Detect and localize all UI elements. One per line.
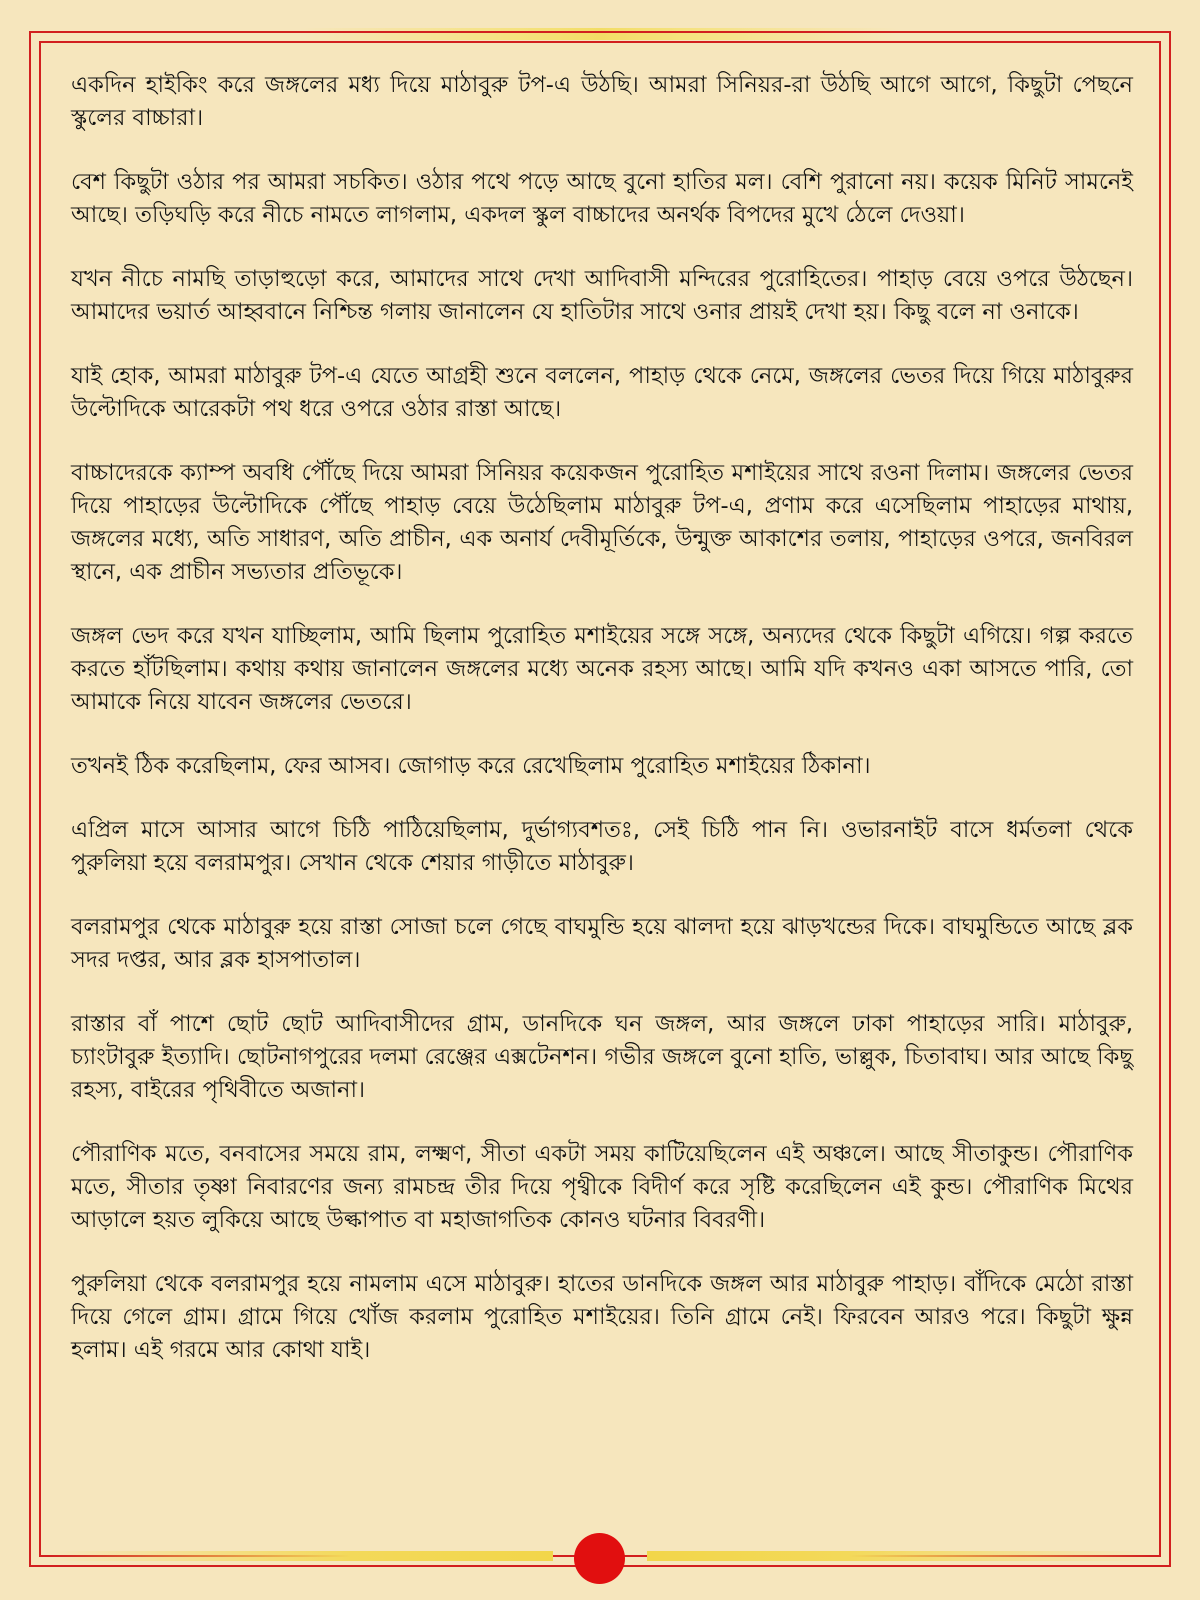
paragraph: একদিন হাইকিং করে জঙ্গলের মধ্য দিয়ে মাঠাবুরু টপ-এ উঠছি। আমরা সিনিয়র-রা উঠছি আগে আগে, কিছুটা পেছনে স্কুলের বাচ্চারা।	[71, 72, 1133, 131]
paragraph: এপ্রিল মাসে আসার আগে চিঠি পাঠিয়েছিলাম, দুর্ভাগ্যবশতঃ, সেই চিঠি পান নি। ওভারনাইট বাসে ধর্মতলা থেকে পুরুলিয়া হয়ে বলরামপুর। সেখান থেকে শেয়ার গাড়ীতে মাঠাবুরু।	[71, 817, 1133, 876]
bottom-left-gold-ornament	[48, 1551, 553, 1561]
paragraph: তখনই ঠিক করেছিলাম, ফের আসব। জোগাড় করে রেখেছিলাম পুরোহিত মশাইয়ের ঠিকানা।	[71, 753, 871, 779]
paragraph: যাই হোক, আমরা মাঠাবুরু টপ-এ যেতে আগ্রহী শুনে বললেন, পাহাড় থেকে নেমে, জঙ্গলের ভেতর দিয়ে গিয়ে মাঠাবুরুর উল্টোদিকে আরেকটা পথ ধরে ওপরে ওঠার রাস্তা আছে।	[71, 363, 1133, 422]
paragraph: রাস্তার বাঁ পাশে ছোট ছোট আদিবাসীদের গ্রাম, ডানদিকে ঘন জঙ্গল, আর জঙ্গলে ঢাকা পাহাড়ের সারি। মাঠাবুরু, চ্যাংটাবুরু ইত্যাদি। ছোটনাগপুরের দলমা রেঞ্জের এক্সটেনশন। গভীর জঙ্গলে বুনো হাতি, ভাল্লুক, চিতাবাঘ। আর আছে কিছু রহস্য, বাইরের পৃথিবীতে অজানা।	[71, 1011, 1133, 1103]
paragraph: বাচ্চাদেরকে ক্যাম্প অবধি পৌঁছে দিয়ে আমরা সিনিয়র কয়েকজন পুরোহিত মশাইয়ের সাথে রওনা দিলাম। জঙ্গলের ভেতর দিয়ে পাহাড়ের উল্টোদিকে পৌঁছে পাহাড় বেয়ে উঠেছিলাম মাঠাবুরু টপ-এ, প্রণাম করে এসেছিলাম পাহাড়ের মাথায়, জঙ্গলের মধ্যে, অতি সাধারণ, অতি প্রাচীন, এক অনার্য দেবীমূর্তিকে, উন্মুক্ত আকাশের তলায়, পাহাড়ের ওপরে, জনবিরল স্থানে, এক প্রাচীন সভ্যতার প্রতিভূকে।	[71, 460, 1133, 585]
paragraph: যখন নীচে নামছি তাড়াহুড়ো করে, আমাদের সাথে দেখা আদিবাসী মন্দিরের পুরোহিতের। পাহাড় বেয়ে ওপরে উঠছেন। আমাদের ভয়ার্ত আহ্ববানে নিশ্চিন্ত গলায় জানালেন যে হাতিটার সাথে ওনার প্রায়ই দেখা হয়। কিছু বলে না ওনাকে।	[71, 266, 1133, 325]
paragraph: পুরুলিয়া থেকে বলরামপুর হয়ে নামলাম এসে মাঠাবুরু। হাতের ডানদিকে জঙ্গল আর মাঠাবুরু পাহাড়। বাঁদিকে মেঠো রাস্তা দিয়ে গেলে গ্রাম। গ্রামে গিয়ে খোঁজ করলাম পুরোহিত মশাইয়ের। তিনি গ্রামে নেই। ফিরবেন আরও পরে। কিছুটা ক্ষুন্ন হলাম। এই গরমে আর কোথা যাই।	[71, 1271, 1133, 1363]
story-text	[71, 69, 1133, 1398]
bottom-right-gold-ornament	[647, 1551, 1152, 1561]
paragraph: বেশ কিছুটা ওঠার পর আমরা সচকিত। ওঠার পথে পড়ে আছে বুনো হাতির মল। বেশি পুরানো নয়। কয়েক মিনিট সামনেই আছে। তড়িঘড়ি করে নীচে নামতে লাগলাম, একদল স্কুল বাচ্চাদের অনর্থক বিপদের মুখে ঠেলে দেওয়া।	[71, 169, 1133, 228]
paragraph: পৌরাণিক মতে, বনবাসের সময়ে রাম, লক্ষ্মণ, সীতা একটা সময় কাটিয়েছিলেন এই অঞ্চলে। আছে সীতাকুন্ড। পৌরাণিক মতে, সীতার তৃষ্ণা নিবারণের জন্য রামচন্দ্র তীর দিয়ে পৃথ্বীকে বিদীর্ণ করে সৃষ্টি করেছিলেন এই কুন্ড। পৌরাণিক মিথের আড়ালে হয়ত লুকিয়ে আছে উল্কাপাত বা মহাজাগতিক কোনও ঘটনার বিবরণী।	[71, 1141, 1133, 1233]
paragraph: জঙ্গল ভেদ করে যখন যাচ্ছিলাম, আমি ছিলাম পুরোহিত মশাইয়ের সঙ্গে সঙ্গে, অন্যদের থেকে কিছুটা এগিয়ে। গল্প করতে করতে হাঁটছিলাম। কথায় কথায় জানালেন জঙ্গলের মধ্যে অনেক রহস্য আছে। আমি যদি কখনও একা আসতে পারি, তো আমাকে নিয়ে যাবেন জঙ্গলের ভেতরে।	[71, 623, 1133, 715]
red-circle-ornament	[574, 1533, 625, 1584]
paragraph: বলরামপুর থেকে মাঠাবুরু হয়ে রাস্তা সোজা চলে গেছে বাঘমুন্ডি হয়ে ঝালদা হয়ে ঝাড়খন্ডের দিকে। বাঘমুন্ডিতে আছে ব্লক সদর দপ্তর, আর ব্লক হাসপাতাল।	[71, 914, 1133, 973]
